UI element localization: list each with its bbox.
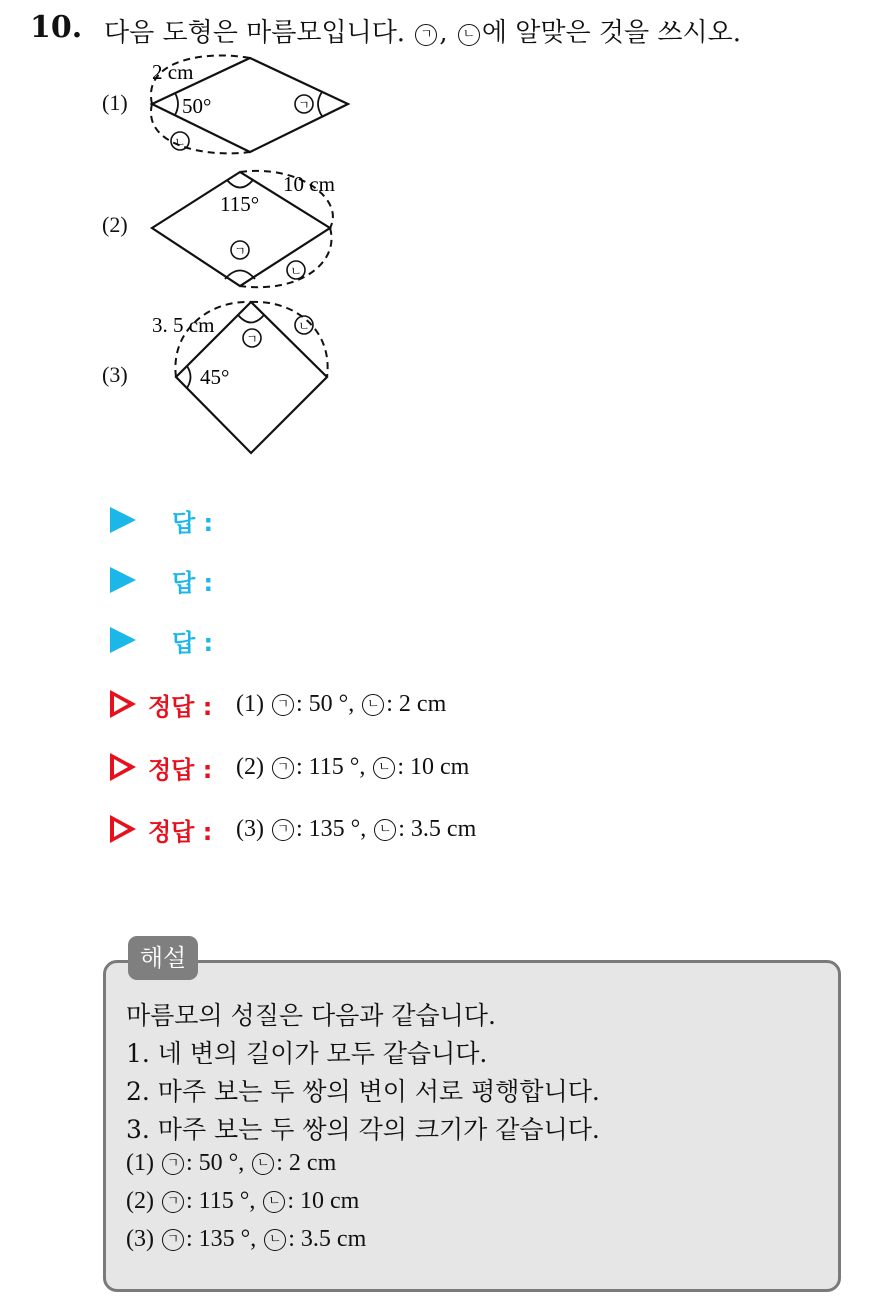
- mark-b-icon: ㄴ: [373, 757, 395, 779]
- figure-1-angle: 50°: [182, 94, 212, 118]
- explanation-line-4: 3. 마주 보는 두 쌍의 각의 크기가 같습니다.: [126, 1115, 600, 1144]
- explanation-line-2: 1. 네 변의 길이가 모두 같습니다.: [126, 1039, 488, 1068]
- mark-b-icon: ㄴ: [263, 1191, 285, 1213]
- answer-row-2: [110, 562, 214, 598]
- play-arrow-icon: [110, 507, 136, 533]
- correct-row-1: [110, 686, 447, 722]
- mark-b-icon: ㄴ: [458, 24, 480, 46]
- mark-b-icon: ㄴ: [362, 694, 384, 716]
- mark-b-icon: ㄴ: [264, 1229, 286, 1251]
- question-text-after: 에 알맞은 것을 쓰시오.: [481, 18, 741, 48]
- answer-label: 답 :: [172, 628, 214, 657]
- figure-1-mark-a: ㄱ: [298, 98, 310, 112]
- figure-2-label: (2): [102, 212, 128, 237]
- outline-arrow-icon: [110, 815, 136, 843]
- mark-a-icon: ㄱ: [272, 757, 294, 779]
- mark-a-icon: ㄱ: [272, 694, 294, 716]
- figure-1-label: (1): [102, 90, 128, 115]
- answer-row-3: [110, 622, 214, 658]
- play-arrow-icon: [110, 627, 136, 653]
- figure-1-mark-b: ㄴ: [174, 135, 186, 149]
- mark-a-icon: ㄱ: [272, 819, 294, 841]
- correct-answer-text: (1) ㄱ : 50 °, ㄴ : 2 cm: [236, 690, 447, 717]
- figure-3-mark-a: ㄱ: [246, 332, 258, 346]
- correct-answer-text: (2) ㄱ : 115 °, ㄴ : 10 cm: [236, 753, 470, 780]
- correct-row-2: [110, 749, 470, 785]
- mark-a-icon: ㄱ: [162, 1191, 184, 1213]
- question-text-before: 다음 도형은 마름모입니다.: [104, 18, 406, 48]
- figure-2-angle: 115°: [220, 192, 260, 216]
- question-separator: ,: [439, 18, 448, 48]
- outline-arrow-icon: [110, 690, 136, 718]
- answer-label: 답 :: [172, 568, 214, 597]
- figure-3-side: 3. 5 cm: [152, 313, 215, 337]
- outline-arrow-icon: [110, 753, 136, 781]
- figure-2-mark-a: ㄱ: [234, 244, 246, 258]
- figure-3-angle: 45°: [200, 365, 230, 389]
- explanation-answer-2: (2) ㄱ : 115 °, ㄴ : 10 cm: [126, 1188, 360, 1214]
- correct-label: 정답 :: [148, 692, 213, 721]
- figure-3-mark-b: ㄴ: [298, 319, 310, 333]
- answer-row-1: [110, 502, 214, 538]
- correct-row-3: [110, 811, 477, 847]
- correct-label: 정답 :: [148, 755, 213, 784]
- figure-2-mark-b: ㄴ: [290, 264, 302, 278]
- explanation-line-3: 2. 마주 보는 두 쌍의 변이 서로 평행합니다.: [126, 1077, 600, 1106]
- correct-answer-text: (3) ㄱ : 135 °, ㄴ : 3.5 cm: [236, 815, 477, 842]
- play-arrow-icon: [110, 567, 136, 593]
- figure-1-side: 2 cm: [152, 60, 194, 84]
- figure-2-side: 10 cm: [283, 172, 335, 196]
- rhombus-figure-3: [0, 0, 884, 500]
- mark-a-icon: ㄱ: [415, 24, 437, 46]
- mark-b-icon: ㄴ: [374, 819, 396, 841]
- explanation-answer-1: (1) ㄱ : 50 °, ㄴ : 2 cm: [126, 1150, 337, 1176]
- mark-a-icon: ㄱ: [162, 1229, 184, 1251]
- explanation-answer-3: (3) ㄱ : 135 °, ㄴ : 3.5 cm: [126, 1226, 367, 1252]
- question-number: 10.: [30, 10, 83, 45]
- explanation-line-1: 마름모의 성질은 다음과 같습니다.: [126, 1001, 496, 1030]
- correct-label: 정답 :: [148, 817, 213, 846]
- answer-label: 답 :: [172, 508, 214, 537]
- figure-3-label: (3): [102, 362, 128, 387]
- mark-a-icon: ㄱ: [162, 1153, 184, 1175]
- mark-b-icon: ㄴ: [252, 1153, 274, 1175]
- explanation-tag: 해설: [128, 936, 198, 980]
